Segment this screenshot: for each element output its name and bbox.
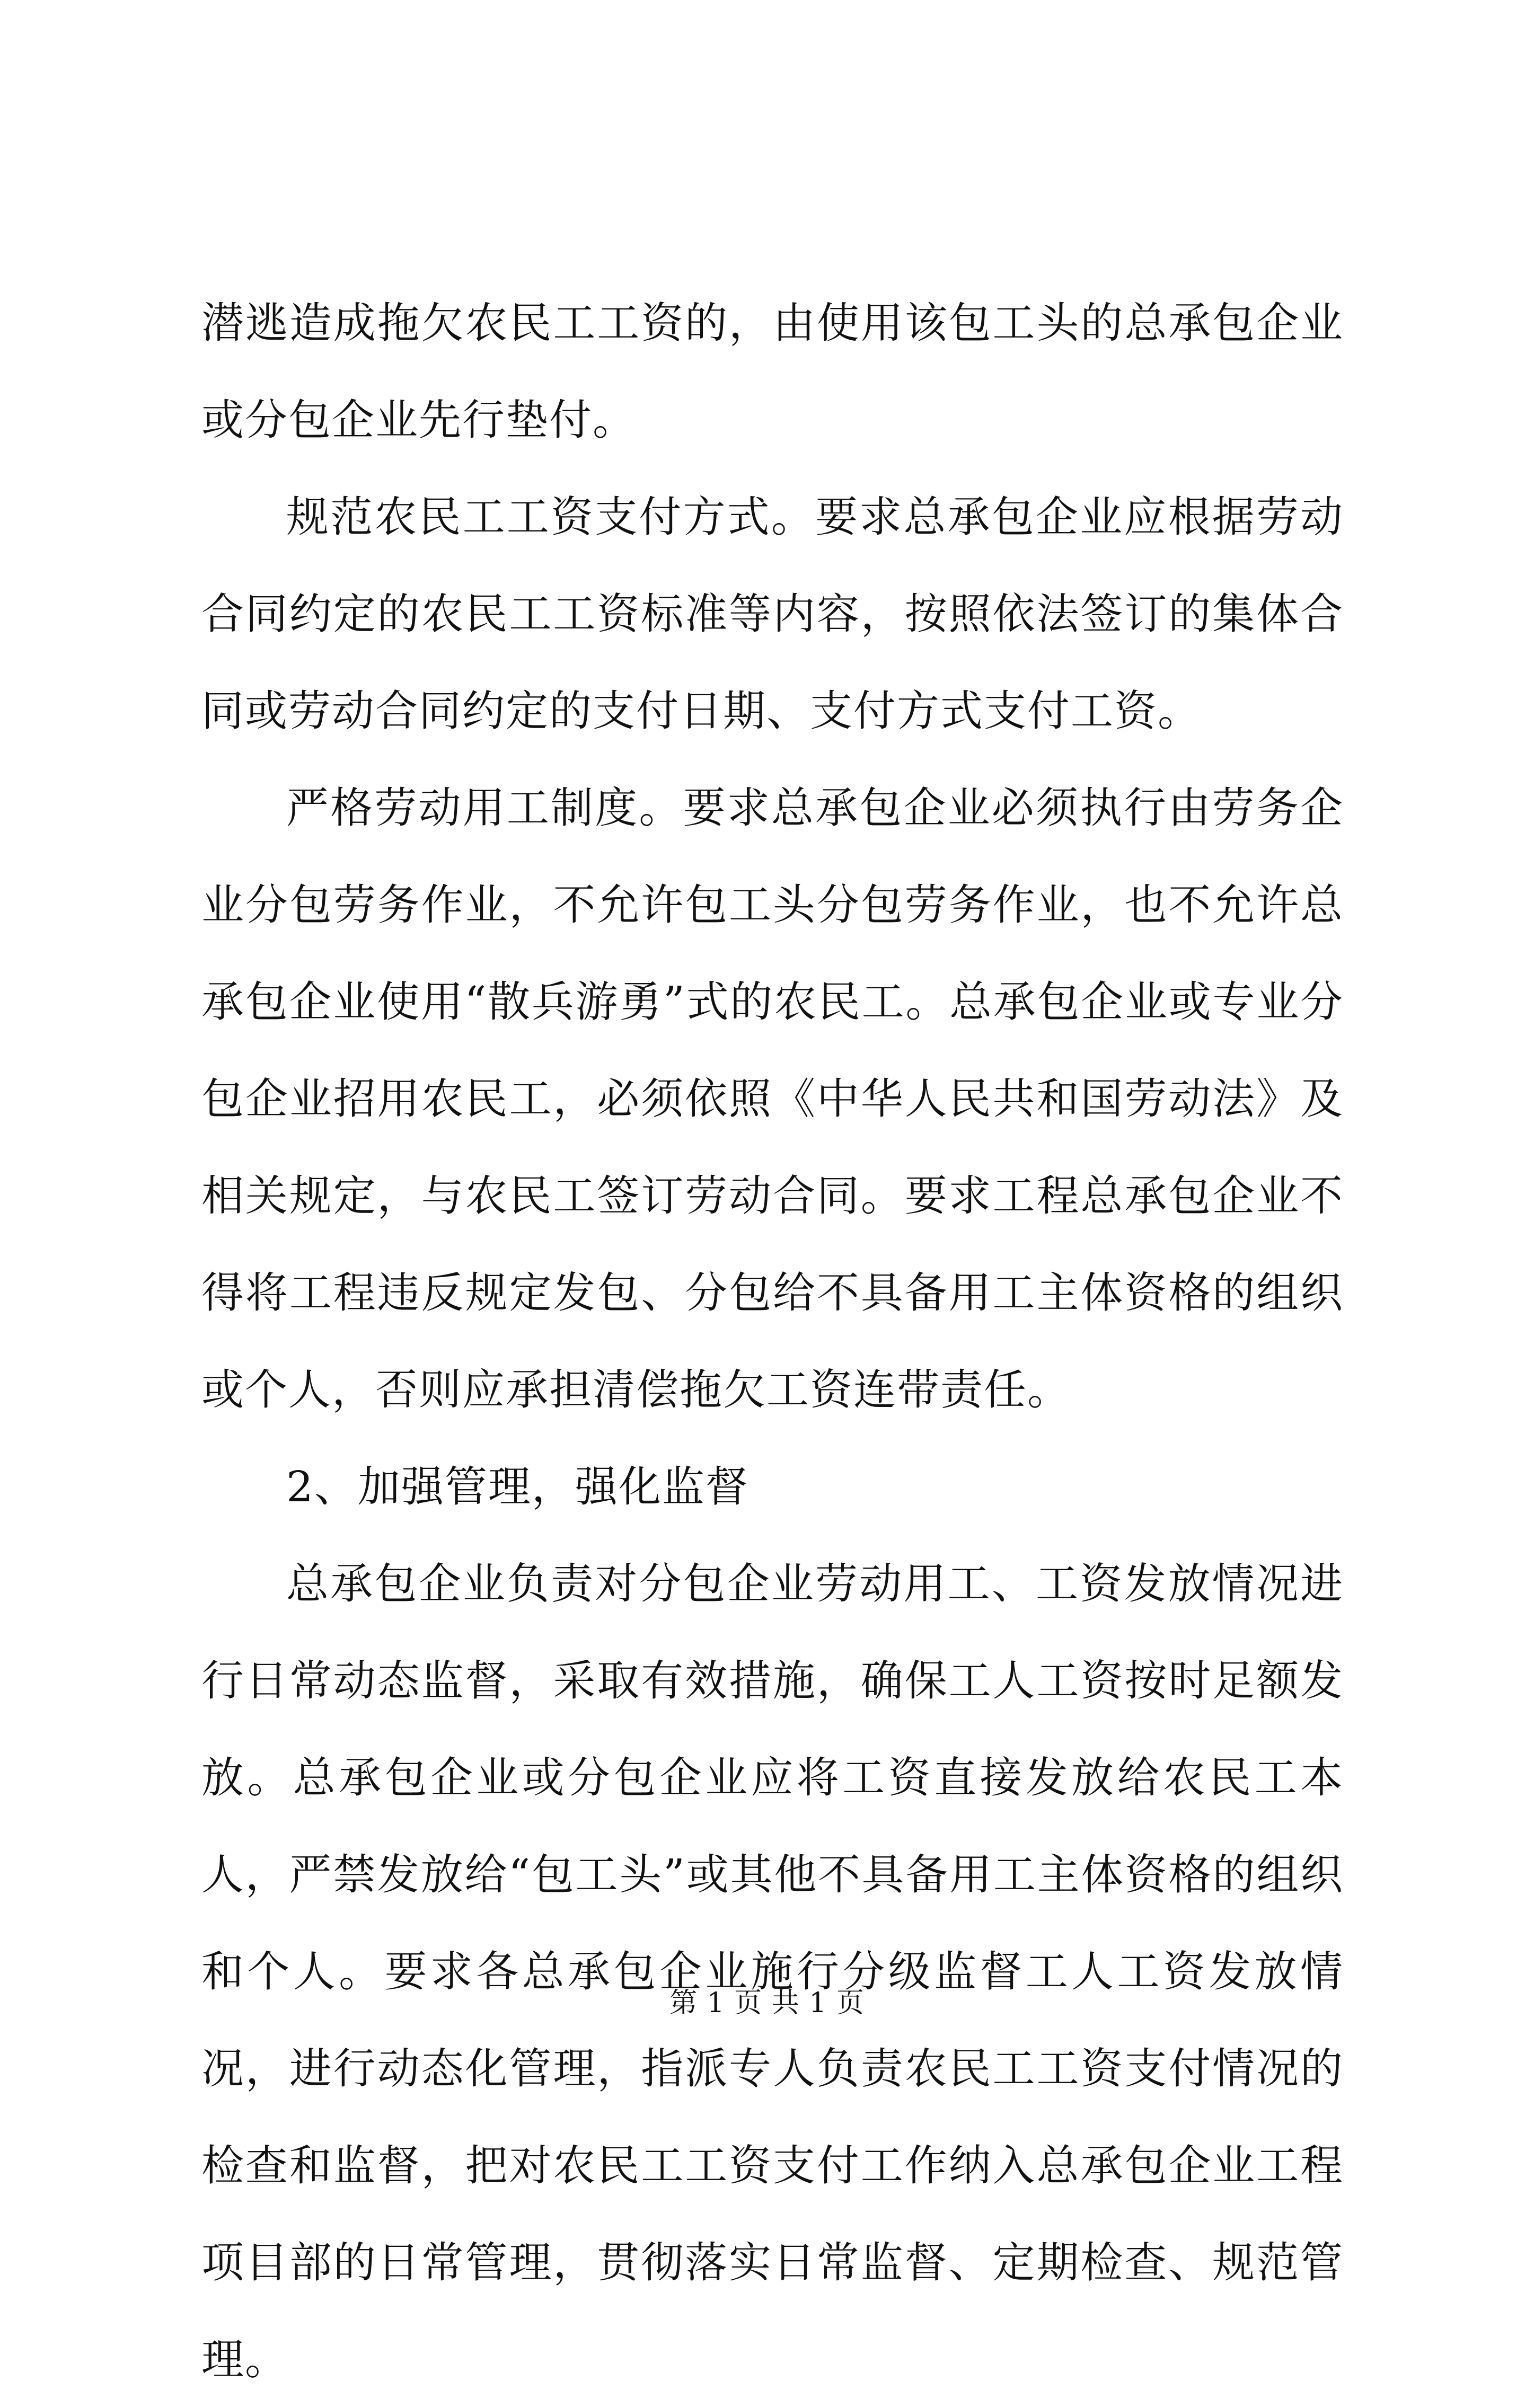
paragraph-labor-system: 严格劳动用工制度。要求总承包企业必须执行由劳务企业分包劳务作业，不允许包工头分包劳务作业，也不允许总承包企业使用“散兵游勇”式的农民工。总承包企业或专业分包企业招用农民工，必须依照《中华人民共和国劳动法》及相关规定，与农民工签订劳动合同。要求工程总承包企业不得将工程违反规定发包、分包给不具备用工主体资格的组织或个人，否则应承担清偿拖欠工资连带责任。	[201, 783, 1344, 1414]
paragraph-wage-payment: 规范农民工工资支付方式。要求总承包企业应根据劳动合同约定的农民工工资标准等内容，按照依法签订的集体合同或劳动合同约定的支付日期、支付方式支付工资。	[201, 492, 1344, 736]
paragraph-continued: 潜逃造成拖欠农民工工资的，由使用该包工头的总承包企业或分包企业先行垫付。	[201, 298, 1344, 445]
page-footer: 第 1 页 共 1 页	[669, 1987, 865, 2019]
section-heading: 2、加强管理，强化监督	[286, 1462, 749, 1511]
paragraph-supervision: 总承包企业负责对分包企业劳动用工、工资发放情况进行日常动态监督，采取有效措施，确保工人工资按时足额发放。总承包企业或分包企业应将工资直接发放给农民工本人，严禁发放给“包工头”或其他不具备用工主体资格的组织和个人。要求各总承包企业施行分级监督工人工资发放情况，进行动态化管理，指派专人负责农民工工资支付情况的检查和监督，把对农民工工资支付工作纳入总承包企业工程项目部的日常管理，贯彻落实日常监督、定期检查、规范管理。	[201, 1559, 1344, 2384]
document-body	[201, 275, 1344, 2408]
